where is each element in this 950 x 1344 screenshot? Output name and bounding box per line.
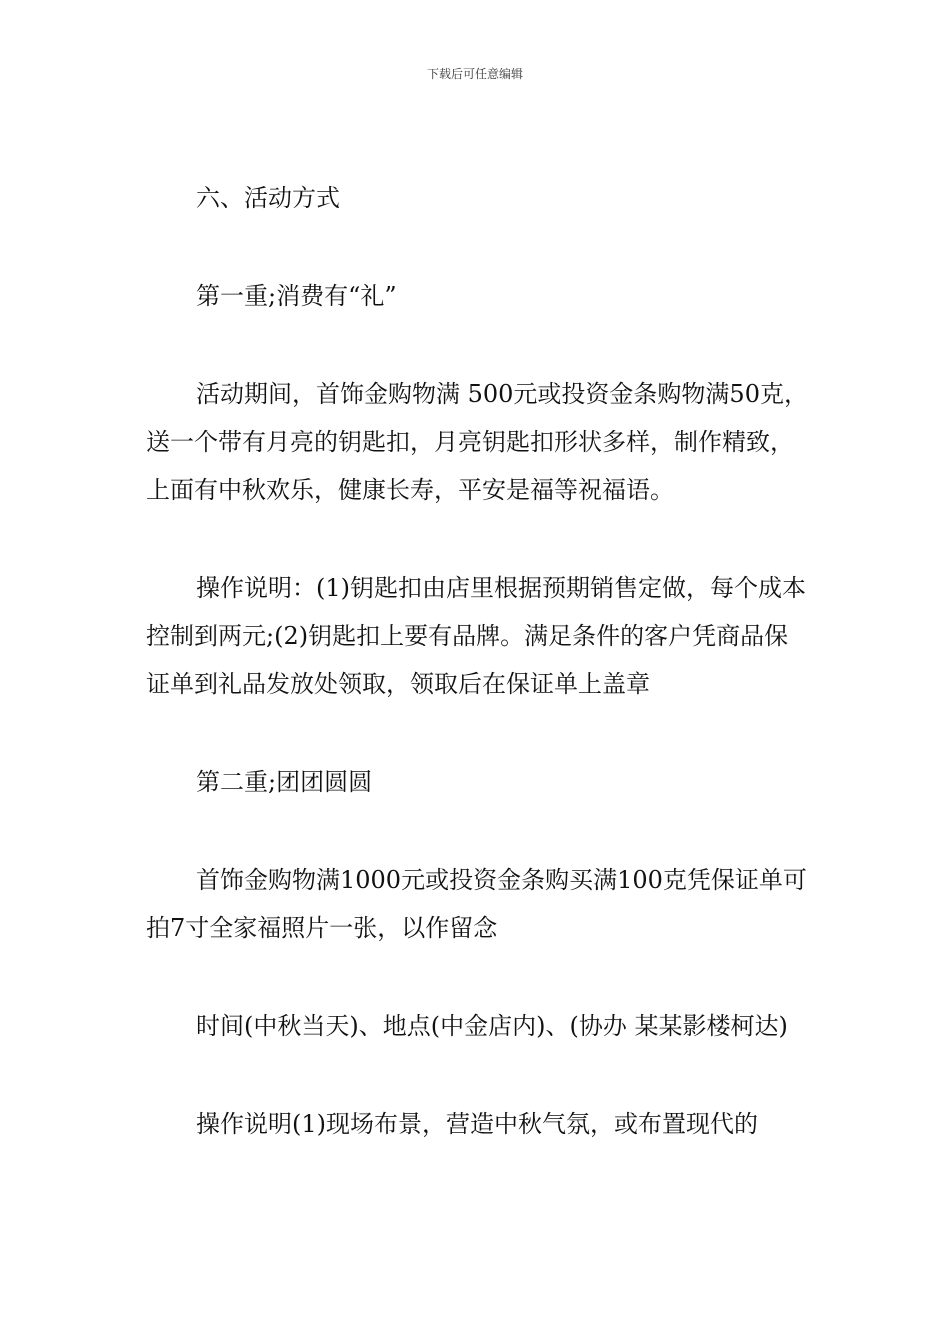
paragraph-first-instructions: 操作说明：(1)钥匙扣由店里根据预期销售定做，每个成本控制到两元;(2)钥匙扣上要有品牌。满足条件的客户凭商品保证单到礼品发放处领取，领取后在保证单上盖章	[146, 574, 806, 698]
paragraph-gap	[146, 222, 810, 272]
paragraph-gap	[146, 1050, 810, 1100]
paragraph-gap	[146, 806, 810, 856]
document-body	[146, 174, 810, 1148]
paragraph-gap	[146, 952, 810, 1002]
paragraph-gap	[146, 320, 810, 370]
subsection-heading-first: 第一重;消费有“礼”	[196, 282, 397, 310]
paragraph-time-location: 时间(中秋当天)、地点(中金店内)、(协办 某某影楼柯达)	[196, 1012, 788, 1040]
page-header: 下载后可任意编辑	[426, 67, 523, 81]
subsection-heading-second: 第二重;团团圆圆	[196, 768, 373, 796]
paragraph-gap	[146, 708, 810, 758]
paragraph-first-offer: 活动期间，首饰金购物满 500元或投资金条购物满50克，送一个带有月亮的钥匙扣，月亮钥匙扣形状多样，制作精致，上面有中秋欢乐，健康长寿，平安是福等祝福语。	[146, 380, 808, 504]
paragraph-second-instructions: 操作说明(1)现场布景，营造中秋气氛，或布置现代的	[196, 1110, 758, 1138]
section-heading-activity-method: 六、活动方式	[196, 184, 340, 212]
paragraph-gap	[146, 514, 810, 564]
paragraph-second-offer: 首饰金购物满1000元或投资金条购买满100克凭保证单可拍7寸全家福照片一张，以作留念	[146, 866, 807, 942]
